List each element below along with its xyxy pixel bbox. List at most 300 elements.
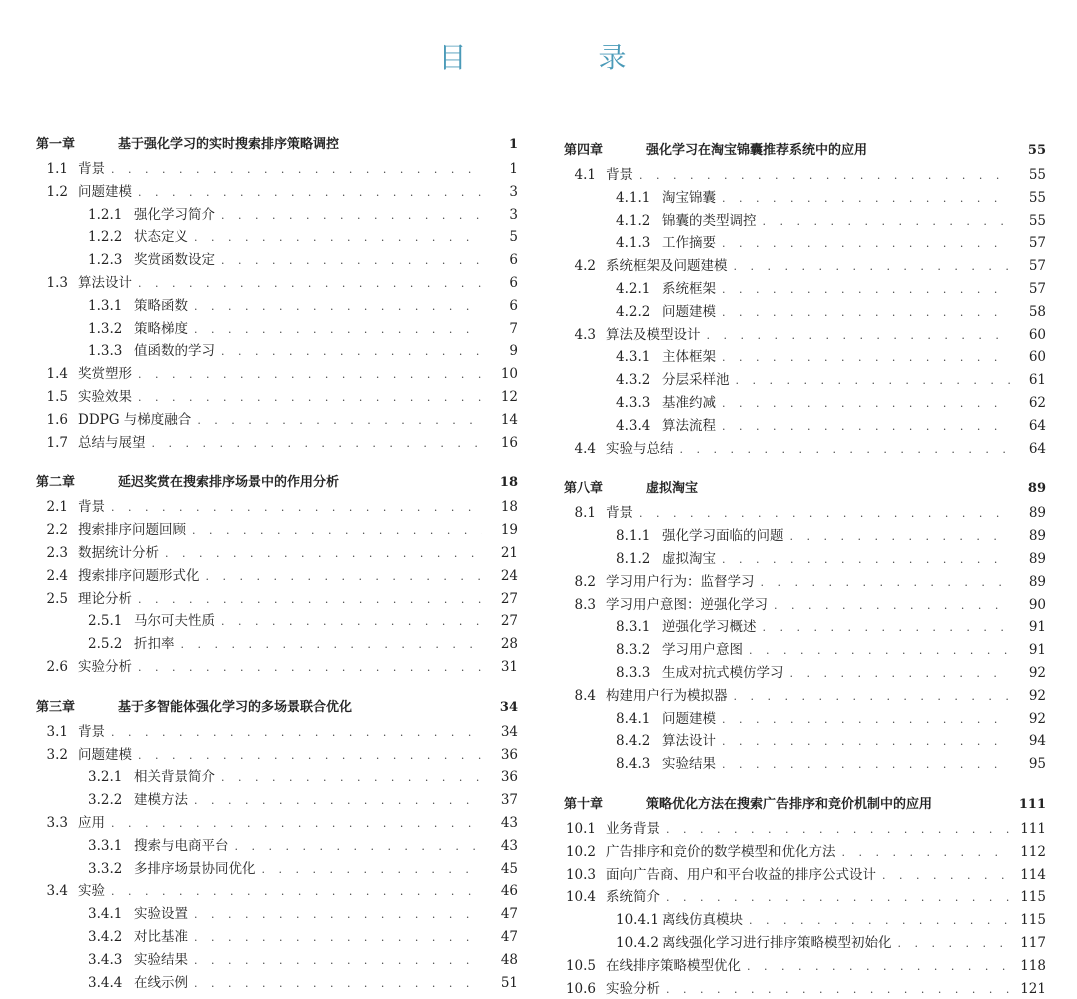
entry-number: 2.6 bbox=[36, 659, 78, 675]
page-number: 58 bbox=[1016, 304, 1046, 320]
entry-title: 对比基准 bbox=[134, 925, 188, 945]
chapter-heading[interactable] bbox=[36, 696, 518, 720]
subsection-entry[interactable] bbox=[564, 391, 1046, 414]
leader-dots bbox=[111, 163, 482, 176]
leader-dots bbox=[206, 570, 483, 583]
entry-number: 1.3 bbox=[36, 275, 78, 291]
leader-dots bbox=[152, 437, 483, 450]
page-number: 57 bbox=[1016, 235, 1046, 251]
page-number: 46 bbox=[488, 883, 518, 899]
page-number: 89 bbox=[1016, 505, 1046, 521]
leader-dots bbox=[181, 638, 483, 651]
section-entry[interactable] bbox=[564, 437, 1046, 460]
entry-title: 强化学习简介 bbox=[134, 203, 215, 223]
page-number: 48 bbox=[488, 952, 518, 968]
entry-number: 8.3.2 bbox=[564, 642, 662, 658]
entry-title: 广告排序和竞价的数学模型和优化方法 bbox=[606, 840, 836, 860]
leader-dots bbox=[221, 209, 482, 222]
page-number: 7 bbox=[488, 321, 518, 337]
leader-dots bbox=[898, 937, 1011, 950]
section-entry[interactable] bbox=[36, 655, 518, 678]
subsection-entry[interactable] bbox=[36, 632, 518, 655]
entry-title: 分层采样池 bbox=[662, 368, 730, 388]
toc-chapter bbox=[564, 793, 1046, 999]
page-number: 57 bbox=[1016, 281, 1046, 297]
subsection-entry[interactable] bbox=[564, 414, 1046, 437]
leader-dots bbox=[747, 960, 1010, 973]
page-number: 6 bbox=[488, 298, 518, 314]
page-number: 89 bbox=[1016, 481, 1046, 496]
leader-dots bbox=[194, 794, 482, 807]
section-entry[interactable] bbox=[564, 863, 1046, 886]
subsection-entry[interactable] bbox=[36, 339, 518, 362]
section-entry[interactable] bbox=[36, 720, 518, 743]
leader-dots bbox=[639, 169, 1010, 182]
subsection-entry[interactable] bbox=[36, 834, 518, 857]
entry-title: 多排序场景协同优化 bbox=[134, 857, 256, 877]
entry-number: 2.1 bbox=[36, 499, 78, 515]
subsection-entry[interactable] bbox=[36, 203, 518, 226]
entry-number: 10.3 bbox=[564, 867, 606, 883]
page-number: 18 bbox=[488, 475, 518, 490]
leader-dots bbox=[197, 414, 482, 427]
subsection-entry[interactable] bbox=[36, 248, 518, 271]
page-number: 60 bbox=[1016, 349, 1046, 365]
leader-dots bbox=[722, 237, 1010, 250]
section-entry[interactable] bbox=[36, 743, 518, 766]
page-number: 95 bbox=[1016, 756, 1046, 772]
entry-title: 总结与展望 bbox=[78, 431, 146, 451]
entry-title: 问题建模 bbox=[662, 707, 716, 727]
entry-title: 问题建模 bbox=[662, 300, 716, 320]
leader-dots bbox=[138, 277, 482, 290]
section-entry[interactable] bbox=[564, 570, 1046, 593]
subsection-entry[interactable] bbox=[564, 638, 1046, 661]
leader-dots bbox=[722, 192, 1010, 205]
subsection-entry[interactable] bbox=[564, 752, 1046, 775]
entry-title: 学习用户意图：逆强化学习 bbox=[606, 593, 768, 613]
entry-title: 算法设计 bbox=[662, 729, 716, 749]
leader-dots bbox=[882, 869, 1010, 882]
page-number: 89 bbox=[1016, 551, 1046, 567]
leader-dots bbox=[722, 283, 1010, 296]
section-entry[interactable] bbox=[36, 271, 518, 294]
page-number: 64 bbox=[1016, 418, 1046, 434]
page-number: 115 bbox=[1016, 889, 1046, 905]
entry-title: 奖赏函数设定 bbox=[134, 248, 215, 268]
page-number: 92 bbox=[1016, 711, 1046, 727]
subsection-entry[interactable] bbox=[36, 948, 518, 971]
leader-dots bbox=[666, 983, 1010, 996]
section-entry[interactable] bbox=[36, 431, 518, 454]
entry-title: 主体框架 bbox=[662, 345, 716, 365]
leader-dots bbox=[790, 530, 1011, 543]
entry-title: 虚拟淘宝 bbox=[646, 477, 698, 496]
entry-number: 10.4.1 bbox=[564, 912, 662, 928]
leader-dots bbox=[734, 260, 1011, 273]
page-number: 1 bbox=[488, 137, 518, 152]
entry-title: 实验与总结 bbox=[606, 437, 674, 457]
entry-title: 实验分析 bbox=[606, 977, 660, 997]
section-entry[interactable] bbox=[36, 385, 518, 408]
subsection-entry[interactable] bbox=[564, 368, 1046, 391]
leader-dots bbox=[194, 931, 482, 944]
entry-number: 1.2 bbox=[36, 184, 78, 200]
leader-dots bbox=[235, 840, 483, 853]
subsection-entry[interactable] bbox=[36, 857, 518, 880]
entry-number: 10.5 bbox=[564, 958, 606, 974]
entry-title: 锦囊的类型调控 bbox=[662, 209, 757, 229]
entry-title: 实验结果 bbox=[134, 948, 188, 968]
subsection-entry[interactable] bbox=[564, 615, 1046, 638]
page-number: 1 bbox=[488, 161, 518, 177]
entry-title: 在线示例 bbox=[134, 971, 188, 991]
page-number: 24 bbox=[488, 568, 518, 584]
entry-title: 面向广告商、用户和平台收益的排序公式设计 bbox=[606, 863, 876, 883]
toc-right-column bbox=[564, 139, 1046, 999]
entry-number: 3.2 bbox=[36, 747, 78, 763]
leader-dots bbox=[194, 954, 482, 967]
page-number: 118 bbox=[1016, 958, 1046, 974]
leader-dots bbox=[221, 345, 482, 358]
entry-number: 8.3 bbox=[564, 597, 606, 613]
entry-title: 系统简介 bbox=[606, 885, 660, 905]
section-entry[interactable] bbox=[36, 811, 518, 834]
subsection-entry[interactable] bbox=[36, 294, 518, 317]
leader-dots bbox=[262, 863, 483, 876]
page-number: 111 bbox=[1016, 821, 1046, 837]
entry-number: 1.5 bbox=[36, 389, 78, 405]
entry-number: 1.1 bbox=[36, 161, 78, 177]
leader-dots bbox=[111, 501, 482, 514]
entry-number: 8.2 bbox=[564, 574, 606, 590]
leader-dots bbox=[842, 846, 1011, 859]
page-number: 112 bbox=[1016, 844, 1046, 860]
subsection-entry[interactable] bbox=[564, 300, 1046, 323]
page-number: 90 bbox=[1016, 597, 1046, 613]
toc-chapter bbox=[36, 133, 518, 453]
leader-dots bbox=[138, 186, 482, 199]
subsection-entry[interactable] bbox=[564, 931, 1046, 954]
leader-dots bbox=[734, 690, 1011, 703]
subsection-entry[interactable] bbox=[564, 707, 1046, 730]
entry-number: 第八章 bbox=[564, 477, 646, 496]
entry-title: 搜索与电商平台 bbox=[134, 834, 229, 854]
page-number: 6 bbox=[488, 252, 518, 268]
section-entry[interactable] bbox=[36, 564, 518, 587]
entry-number: 2.3 bbox=[36, 545, 78, 561]
entry-number: 第四章 bbox=[564, 139, 646, 158]
leader-dots bbox=[221, 254, 482, 267]
entry-number: 3.3.1 bbox=[36, 838, 134, 854]
leader-dots bbox=[194, 300, 482, 313]
entry-title: 工作摘要 bbox=[662, 231, 716, 251]
entry-title: 业务背景 bbox=[606, 817, 660, 837]
section-entry[interactable] bbox=[564, 684, 1046, 707]
entry-title: 应用 bbox=[78, 811, 105, 831]
page-number: 47 bbox=[488, 929, 518, 945]
entry-number: 2.5 bbox=[36, 591, 78, 607]
entry-number: 4.1 bbox=[564, 167, 606, 183]
section-entry[interactable] bbox=[36, 541, 518, 564]
page-number: 36 bbox=[488, 769, 518, 785]
page-number: 55 bbox=[1016, 167, 1046, 183]
toc-chapter bbox=[36, 696, 518, 994]
section-entry[interactable] bbox=[36, 879, 518, 902]
page-number: 92 bbox=[1016, 665, 1046, 681]
page-number: 12 bbox=[488, 389, 518, 405]
entry-number: 3.4.3 bbox=[36, 952, 134, 968]
entry-number: 3.4 bbox=[36, 883, 78, 899]
entry-title: 搜索排序问题形式化 bbox=[78, 564, 200, 584]
page-number: 28 bbox=[488, 636, 518, 652]
leader-dots bbox=[194, 977, 482, 990]
leader-dots bbox=[192, 524, 482, 537]
entry-title: 生成对抗式模仿学习 bbox=[662, 661, 784, 681]
entry-number: 4.1.3 bbox=[564, 235, 662, 251]
entry-title: 折扣率 bbox=[134, 632, 175, 652]
section-entry[interactable] bbox=[564, 254, 1046, 277]
entry-number: 4.3 bbox=[564, 327, 606, 343]
leader-dots bbox=[138, 593, 482, 606]
leader-dots bbox=[722, 758, 1010, 771]
entry-number: 8.1 bbox=[564, 505, 606, 521]
entry-number: 1.4 bbox=[36, 366, 78, 382]
entry-number: 10.6 bbox=[564, 981, 606, 997]
toc-left-column bbox=[36, 133, 518, 993]
entry-number: 4.2 bbox=[564, 258, 606, 274]
page-number: 117 bbox=[1016, 935, 1046, 951]
section-entry[interactable] bbox=[564, 163, 1046, 186]
entry-number: 10.4.2 bbox=[564, 935, 662, 951]
entry-number: 1.7 bbox=[36, 435, 78, 451]
entry-number: 2.4 bbox=[36, 568, 78, 584]
section-entry[interactable] bbox=[36, 362, 518, 385]
entry-title: 背景 bbox=[78, 495, 105, 515]
entry-number: 8.3.1 bbox=[564, 619, 662, 635]
chapter-heading[interactable] bbox=[564, 477, 1046, 501]
section-entry[interactable] bbox=[564, 840, 1046, 863]
leader-dots bbox=[749, 914, 1010, 927]
entry-number: 8.4.1 bbox=[564, 711, 662, 727]
entry-title: 延迟奖赏在搜索排序场景中的作用分析 bbox=[118, 471, 339, 490]
leader-dots bbox=[763, 215, 1011, 228]
entry-number: 第二章 bbox=[36, 471, 118, 490]
entry-title: 算法流程 bbox=[662, 414, 716, 434]
entry-number: 第三章 bbox=[36, 696, 118, 715]
leader-dots bbox=[666, 823, 1010, 836]
subsection-entry[interactable] bbox=[564, 209, 1046, 232]
subsection-entry[interactable] bbox=[36, 609, 518, 632]
chapter-heading[interactable] bbox=[564, 139, 1046, 163]
subsection-entry[interactable] bbox=[36, 225, 518, 248]
chapter-heading[interactable] bbox=[36, 133, 518, 157]
leader-dots bbox=[639, 507, 1010, 520]
entry-title: 淘宝锦囊 bbox=[662, 186, 716, 206]
entry-number: 4.2.1 bbox=[564, 281, 662, 297]
entry-title: 虚拟淘宝 bbox=[662, 547, 716, 567]
entry-title: 系统框架及问题建模 bbox=[606, 254, 728, 274]
subsection-entry[interactable] bbox=[564, 231, 1046, 254]
page-number: 61 bbox=[1016, 372, 1046, 388]
subsection-entry[interactable] bbox=[564, 524, 1046, 547]
entry-title: 实验设置 bbox=[134, 902, 188, 922]
entry-title: 搜索排序问题回顾 bbox=[78, 518, 186, 538]
subsection-entry[interactable] bbox=[36, 902, 518, 925]
subsection-entry[interactable] bbox=[36, 925, 518, 948]
entry-number: 3.4.1 bbox=[36, 906, 134, 922]
entry-title: 策略函数 bbox=[134, 294, 188, 314]
entry-number: 4.3.1 bbox=[564, 349, 662, 365]
page-number: 16 bbox=[488, 435, 518, 451]
entry-title: 值函数的学习 bbox=[134, 339, 215, 359]
section-entry[interactable] bbox=[36, 587, 518, 610]
page-number: 6 bbox=[488, 275, 518, 291]
page-number: 18 bbox=[488, 499, 518, 515]
subsection-entry[interactable] bbox=[36, 971, 518, 994]
page-number: 34 bbox=[488, 700, 518, 715]
leader-dots bbox=[707, 329, 1011, 342]
page-number: 37 bbox=[488, 792, 518, 808]
section-entry[interactable] bbox=[36, 180, 518, 203]
entry-title: 建模方法 bbox=[134, 788, 188, 808]
entry-number: 4.4 bbox=[564, 441, 606, 457]
page-number: 91 bbox=[1016, 642, 1046, 658]
page-number: 92 bbox=[1016, 688, 1046, 704]
page-number: 55 bbox=[1016, 143, 1046, 158]
section-entry[interactable] bbox=[36, 157, 518, 180]
leader-dots bbox=[111, 817, 482, 830]
entry-title: 相关背景简介 bbox=[134, 765, 215, 785]
page-number: 34 bbox=[488, 724, 518, 740]
entry-number: 8.4.2 bbox=[564, 733, 662, 749]
leader-dots bbox=[722, 397, 1010, 410]
entry-number: 8.1.1 bbox=[564, 528, 662, 544]
entry-number: 3.4.2 bbox=[36, 929, 134, 945]
leader-dots bbox=[194, 908, 482, 921]
entry-number: 1.2.2 bbox=[36, 229, 134, 245]
entry-title: 实验结果 bbox=[662, 752, 716, 772]
entry-number: 8.4.3 bbox=[564, 756, 662, 772]
page-number: 55 bbox=[1016, 213, 1046, 229]
leader-dots bbox=[165, 547, 482, 560]
section-entry[interactable] bbox=[564, 885, 1046, 908]
entry-title: 实验效果 bbox=[78, 385, 132, 405]
leader-dots bbox=[763, 621, 1011, 634]
subsection-entry[interactable] bbox=[564, 908, 1046, 931]
entry-title: 策略梯度 bbox=[134, 317, 188, 337]
subsection-entry[interactable] bbox=[36, 317, 518, 340]
section-entry[interactable] bbox=[564, 954, 1046, 977]
entry-title: 基于多智能体强化学习的多场景联合优化 bbox=[118, 696, 352, 715]
entry-number: 3.1 bbox=[36, 724, 78, 740]
entry-number: 8.3.3 bbox=[564, 665, 662, 681]
leader-dots bbox=[194, 323, 482, 336]
section-entry[interactable] bbox=[564, 817, 1046, 840]
leader-dots bbox=[138, 391, 482, 404]
entry-title: 学习用户行为：监督学习 bbox=[606, 570, 755, 590]
entry-title: 策略优化方法在搜索广告排序和竞价机制中的应用 bbox=[646, 793, 932, 812]
entry-number: 3.3.2 bbox=[36, 861, 134, 877]
subsection-entry[interactable] bbox=[564, 277, 1046, 300]
leader-dots bbox=[221, 771, 482, 784]
entry-number: 8.4 bbox=[564, 688, 606, 704]
leader-dots bbox=[111, 726, 482, 739]
section-entry[interactable] bbox=[564, 593, 1046, 616]
entry-number: 10.4 bbox=[564, 889, 606, 905]
leader-dots bbox=[774, 599, 1010, 612]
leader-dots bbox=[722, 306, 1010, 319]
subsection-entry[interactable] bbox=[564, 661, 1046, 684]
section-entry[interactable] bbox=[36, 495, 518, 518]
leader-dots bbox=[790, 667, 1011, 680]
subsection-entry[interactable] bbox=[564, 729, 1046, 752]
entry-title: 理论分析 bbox=[78, 587, 132, 607]
entry-number: 4.1.2 bbox=[564, 213, 662, 229]
entry-number: 4.3.2 bbox=[564, 372, 662, 388]
leader-dots bbox=[666, 891, 1010, 904]
leader-dots bbox=[138, 661, 482, 674]
entry-title: 实验分析 bbox=[78, 655, 132, 675]
page-number: 27 bbox=[488, 591, 518, 607]
page-number: 31 bbox=[488, 659, 518, 675]
section-entry[interactable] bbox=[564, 977, 1046, 999]
entry-number: 1.3.2 bbox=[36, 321, 134, 337]
section-entry[interactable] bbox=[564, 501, 1046, 524]
page-number: 3 bbox=[488, 207, 518, 223]
page-number: 3 bbox=[488, 184, 518, 200]
page-title: 目 录 bbox=[0, 36, 1077, 76]
subsection-entry[interactable] bbox=[36, 788, 518, 811]
leader-dots bbox=[722, 553, 1010, 566]
page-number: 10 bbox=[488, 366, 518, 382]
entry-number: 3.3 bbox=[36, 815, 78, 831]
entry-title: 强化学习在淘宝锦囊推荐系统中的应用 bbox=[646, 139, 867, 158]
subsection-entry[interactable] bbox=[564, 547, 1046, 570]
entry-number: 1.3.3 bbox=[36, 343, 134, 359]
subsection-entry[interactable] bbox=[36, 765, 518, 788]
toc-chapter bbox=[564, 477, 1046, 775]
subsection-entry[interactable] bbox=[564, 186, 1046, 209]
entry-title: 问题建模 bbox=[78, 180, 132, 200]
section-entry[interactable] bbox=[36, 408, 518, 431]
entry-title: 构建用户行为模拟器 bbox=[606, 684, 728, 704]
entry-title: 背景 bbox=[78, 157, 105, 177]
entry-title: 离线仿真模块 bbox=[662, 908, 743, 928]
page-number: 45 bbox=[488, 861, 518, 877]
section-entry[interactable] bbox=[564, 323, 1046, 346]
page-number: 57 bbox=[1016, 258, 1046, 274]
leader-dots bbox=[138, 749, 482, 762]
page-number: 27 bbox=[488, 613, 518, 629]
entry-number: 第十章 bbox=[564, 793, 646, 812]
chapter-heading[interactable] bbox=[36, 471, 518, 495]
entry-title: 背景 bbox=[78, 720, 105, 740]
toc-chapter bbox=[36, 471, 518, 677]
leader-dots bbox=[749, 644, 1010, 657]
leader-dots bbox=[722, 735, 1010, 748]
page-number: 64 bbox=[1016, 441, 1046, 457]
chapter-heading[interactable] bbox=[564, 793, 1046, 817]
entry-title: 数据统计分析 bbox=[78, 541, 159, 561]
section-entry[interactable] bbox=[36, 518, 518, 541]
entry-number: 4.1.1 bbox=[564, 190, 662, 206]
entry-number: 2.2 bbox=[36, 522, 78, 538]
entry-title: DDPG 与梯度融合 bbox=[78, 408, 191, 428]
page-number: 43 bbox=[488, 838, 518, 854]
entry-title: 马尔可夫性质 bbox=[134, 609, 215, 629]
subsection-entry[interactable] bbox=[564, 345, 1046, 368]
